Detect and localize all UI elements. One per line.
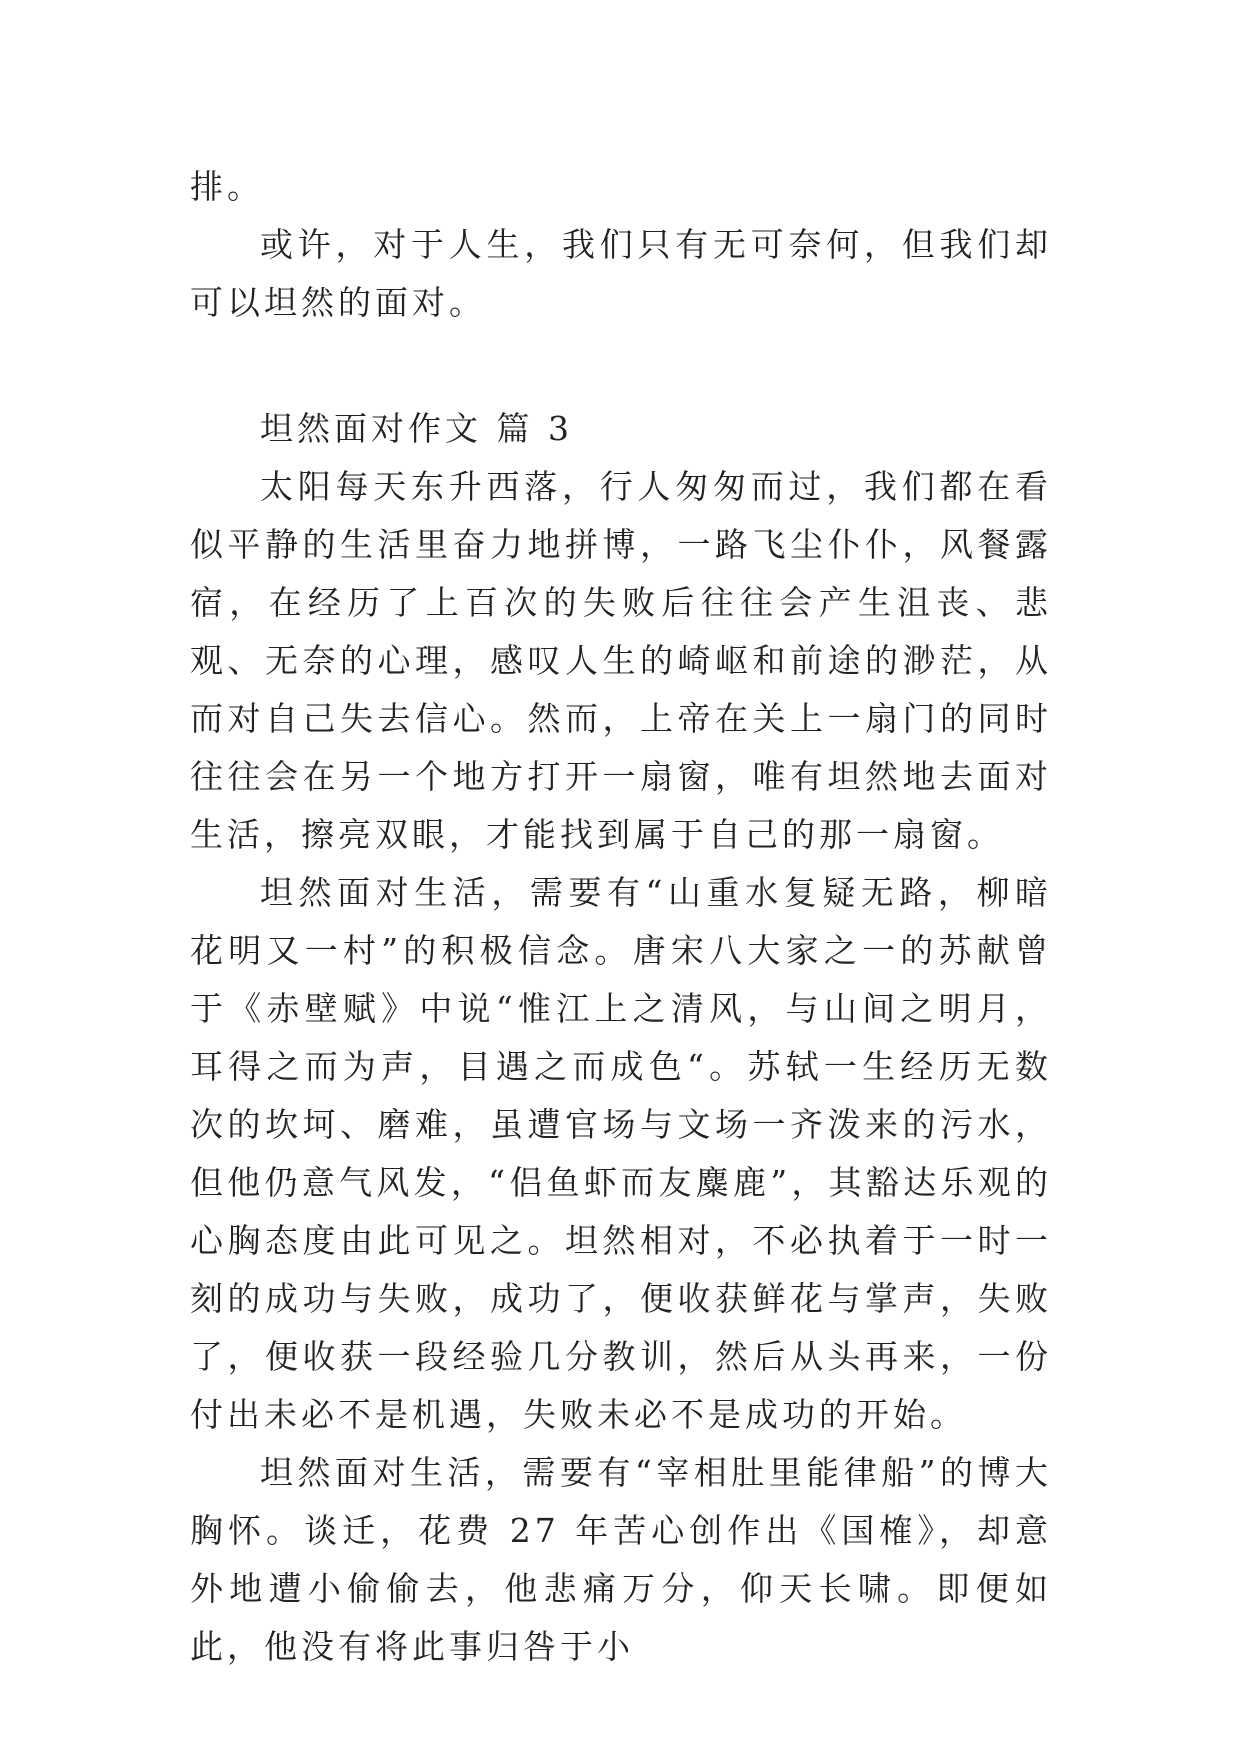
paragraph: 坦然面对生活，需要有“山重水复疑无路，柳暗花明又一村”的积极信念。唐宋八大家之一的苏献曾于《赤壁赋》中说“惟江上之清风，与山间之明月，耳得之而为声，目遇之而成色“。苏轼一生经历无数次的坎坷、磨难，虽遭官场与文场一齐泼来的污水，但他仍意气风发，“侣鱼虾而友麋鹿”，其豁达乐观的心胸态度由此可见之。坦然相对，不必执着于一时一刻的成功与失败，成功了，便收获鲜花与掌声，失败了，便收获一段经验几分教训，然后从头再来，一份付出未必不是机遇，失败未必不是成功的开始。 [190,873,1052,1434]
paragraph: 坦然面对生活，需要有“宰相肚里能律船”的博大胸怀。谈迁，花费 27 年苦心创作出《国榷》，却意外地遭小偷偷去，他悲痛万分，仰天长啸。即便如此，他没有将此事归咎于小 [190,1453,1052,1666]
text-block-main [190,400,1052,1676]
paragraph: 太阳每天东升西落，行人匆匆而过，我们都在看似平静的生活里奋力地拼博，一路飞尘仆仆，风餐露宿，在经历了上百次的失败后往往会产生沮丧、悲观、无奈的心理，感叹人生的崎岖和前途的渺茫，从而对自己失去信心。然而，上帝在关上一扇门的同时往往会在另一个地方打开一扇窗，唯有坦然地去面对生活，擦亮双眼，才能找到属于自己的那一扇窗。 [190,467,1052,854]
paragraph: 或许，对于人生，我们只有无可奈何，但我们却可以坦然的面对。 [190,225,1052,322]
section-heading: 坦然面对作文 篇 3 [260,409,573,448]
paragraph: 排。 [190,167,264,206]
text-block-top [190,158,1052,332]
